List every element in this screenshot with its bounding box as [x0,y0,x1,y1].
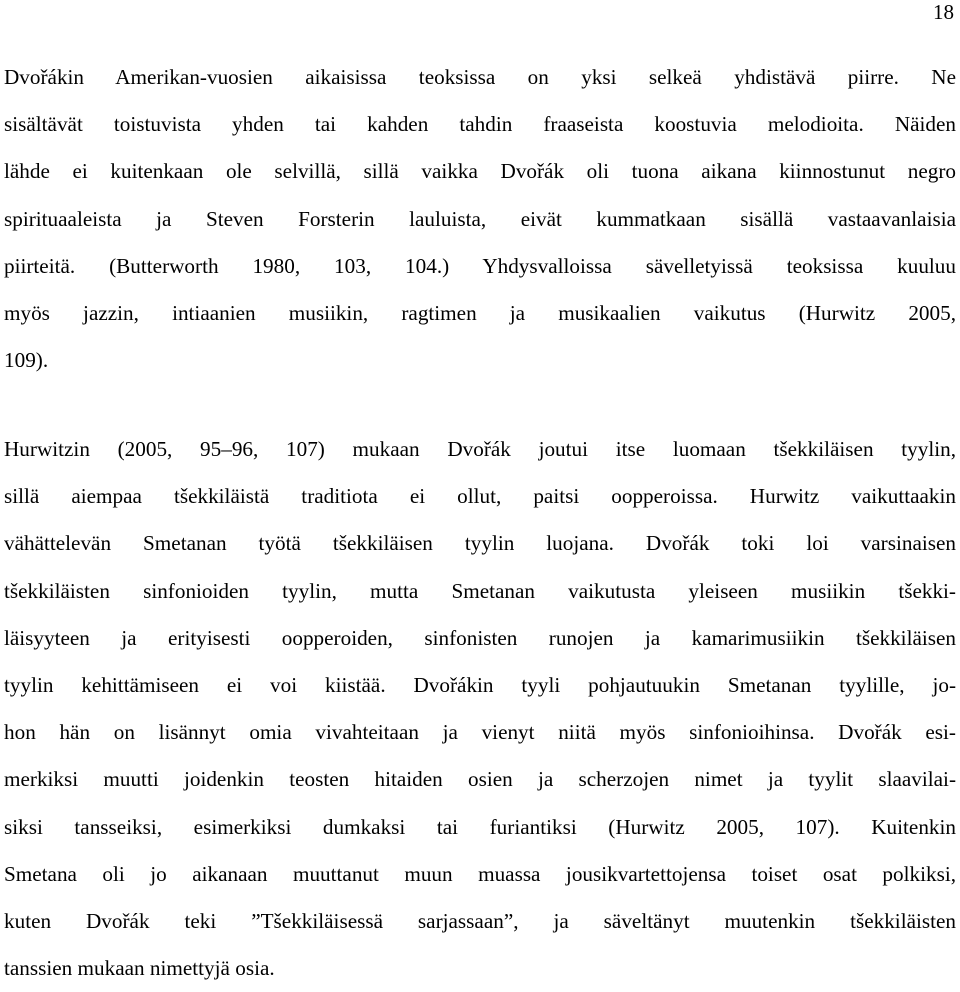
text-line: kuten Dvořák teki ”Tšekkiläisessä sarjassaan”, ja säveltänyt muutenkin tšekkiläisten [4,909,956,934]
text-line: siksi tansseiksi, esimerkiksi dumkaksi tai furiantiksi (Hurwitz 2005, 107). Kuitenkin [4,814,956,839]
text-line: Dvořákin Amerikan-vuosien aikaisissa teoksissa on yksi selkeä yhdistävä piirre. Ne [4,65,956,89]
text-line: myös jazzin, intiaanien musiikin, ragtimen ja musikaalien vaikutus (Hurwitz 2005, [4,301,956,326]
text-line: läisyyteen ja erityisesti oopperoiden, sinfonisten runojen ja kamarimusiikin tšekkiläisen [4,625,956,650]
text-line: tšekkiläisten sinfonioiden tyylin, mutta Smetanan vaikutusta yleiseen musiikin tšekki- [4,578,956,603]
paragraph-2 [4,426,956,992]
text-line: piirteitä. (Butterworth 1980, 103, 104.) Yhdysvalloissa sävelletyissä teoksissa kuuluu [4,253,956,278]
text-line: tanssien mukaan nimettyjä osia. [4,956,275,981]
page-number: 18 [933,0,954,24]
paragraph-1 [4,54,956,384]
text-line: vähättelevän Smetanan työtä tšekkiläisen tyylin luojana. Dvořák toki loi varsinaisen [4,531,956,556]
text-line: Smetana oli jo aikanaan muuttanut muun muassa jousikvartettojensa toiset osat polkiksi, [4,861,956,886]
text-line: sisältävät toistuvista yhden tai kahden tahdin fraaseista koostuvia melodioita. Näiden [4,112,956,137]
text-line: tyylin kehittämiseen ei voi kiistää. Dvořákin tyyli pohjautuukin Smetanan tyylille, jo- [4,673,956,698]
text-line: merkiksi muutti joidenkin teosten hitaiden osien ja scherzojen nimet ja tyylit slaavilai- [4,767,956,792]
text-line: 109). [4,348,49,373]
text-line: sillä aiempaa tšekkiläistä traditiota ei ollut, paitsi oopperoissa. Hurwitz vaikuttaakin [4,484,956,509]
text-line: lähde ei kuitenkaan ole selvillä, sillä vaikka Dvořák oli tuona aikana kiinnostunut negro [4,159,956,184]
text-line: Hurwitzin (2005, 95–96, 107) mukaan Dvořák joutui itse luomaan tšekkiläisen tyylin, [4,437,956,461]
text-line: spirituaaleista ja Steven Forsterin lauluista, eivät kummatkaan sisällä vastaavanlaisia [4,206,956,231]
text-line: hon hän on lisännyt omia vivahteitaan ja vienyt niitä myös sinfonioihinsa. Dvořák esi- [4,720,956,745]
